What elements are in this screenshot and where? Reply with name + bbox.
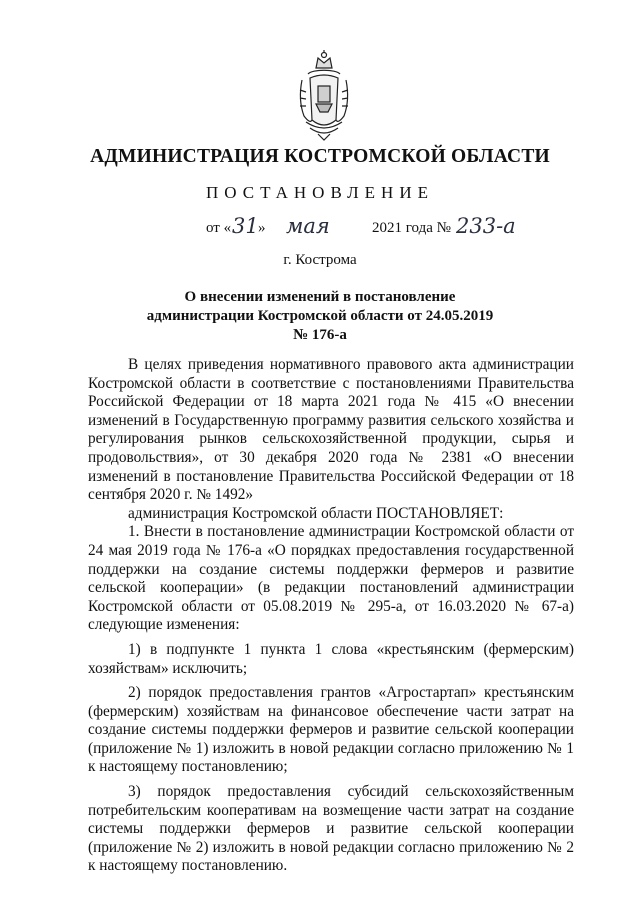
organization-title: АДМИНИСТРАЦИЯ КОСТРОМСКОЙ ОБЛАСТИ [90, 146, 550, 167]
document-body [88, 356, 574, 876]
paragraph-item-1: 1. Внести в постановление администрации Костромской области от 24 мая 2019 года № 176-а «О порядках предоставления государственной поддержки на создание системы поддержки фермеров и развитие сельской кооперации» (в редакции постановлений администрации Костромской области от 05.08.2019 № 295-а, от 16.03.2020 № 67-а) следующие изменения: [88, 523, 574, 634]
paragraph-preamble: В целях приведения нормативного правового акта администрации Костромской области в соответствие с постановлениями Правительства Российской Федерации от 18 марта 2021 года № 415 «О внесении изменений в Государственную программу развития сельского хозяйства и регулирования рынков сельскохозяйственной продукции, сырья и продовольствия», от 30 декабря 2020 года № 2381 «О внесении изменений в постановление Правительства Российской Федерации от 18 сентября 2020 г. № 1492» [88, 356, 574, 504]
date-day-close: » [258, 220, 266, 236]
paragraph-subitem-2: 2) порядок предоставления грантов «Агростартап» крестьянским (фермерским) хозяйствам на финансовое обеспечение части затрат на создание системы поддержки фермеров и развитие сельской кооперации (приложение № 1) изложить в новой редакции согласно приложению № 1 к настоящему постановлению; [88, 684, 574, 776]
city: г. Кострома [283, 252, 357, 268]
handwritten-day: 31 [232, 214, 259, 238]
year-and-number-label: 2021 года № [372, 220, 451, 236]
paragraph-resolves: администрация Костромской области ПОСТАНОВЛЯЕТ: [128, 504, 504, 522]
document-type: ПОСТАНОВЛЕНИЕ [205, 183, 434, 202]
date-line [0, 214, 640, 244]
coat-of-arms-icon [296, 50, 352, 142]
date-prefix: от « [206, 220, 232, 236]
document-subject: О внесении изменений в постановление администрации Костромской области от 24.05.2019 № 176-а [146, 289, 494, 343]
handwritten-month: мая [286, 214, 330, 238]
handwritten-number: 233-а [456, 214, 516, 238]
paragraph-subitem-3: 3) порядок предоставления субсидий сельскохозяйственным потребительским кооперативам на возмещение части затрат на создание системы поддержки фермеров и развитие сельской кооперации (приложение № 2) изложить в новой редакции согласно приложению № 2 к настоящему постановлению. [88, 783, 574, 875]
paragraph-subitem-1: 1) в подпункте 1 пункта 1 слова «крестьянским (фермерским) хозяйствам» исключить; [88, 640, 574, 677]
